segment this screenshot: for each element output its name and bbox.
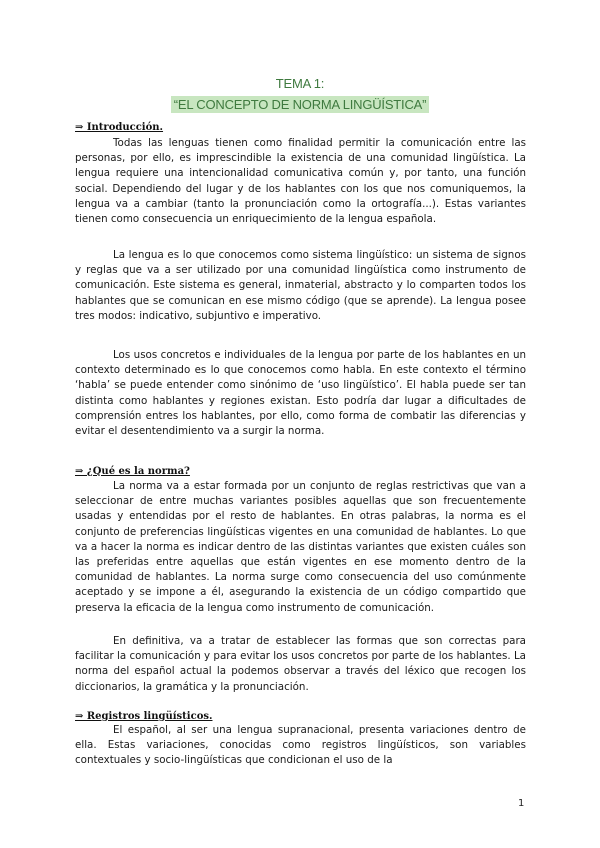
- paragraph-intro-1: Todas las lenguas tienen como finalidad permitir la comunicación entre las personas, por ello, es imprescindible la existencia de una comunidad lingüística. La lengua requiere una intencionalidad comunicativa común y, por tanto, una función social. Dependiendo del lugar y de los hablantes con los que nos comuniquemos, la lengua va a cambiar (tanto la pronunciación como la ortografía...). Estas variantes tienen como consecuencia un enriquecimiento de la lengua española.: [75, 137, 526, 226]
- heading-que-es-la-norma: ⇒ ¿Qué es la norma?: [75, 466, 190, 477]
- paragraph-intro-3: Los usos concretos e individuales de la lengua por parte de los hablantes en un contexto determinado es lo que conocemos como habla. En este contexto el término ‘habla’ se puede entender como sinónimo de ‘uso lingüístico’. El habla puede ser tan distinta como hablantes y regiones existan. Esto podría dar lugar a dificultades de comprensión entres los hablantes, por ello, como forma de combatir las diferencias y evitar el desentendimiento va a surgir la norma.: [75, 349, 526, 438]
- page-number: 1: [518, 798, 525, 809]
- title-highlight: “EL CONCEPTO DE NORMA LINGÜÍSTICA”: [171, 96, 430, 113]
- heading-registros: ⇒ Registros lingüísticos.: [75, 711, 213, 722]
- paragraph-intro-2: La lengua es lo que conocemos como sistema lingüístico: un sistema de signos y reglas que va a ser utilizado por una comunidad lingüística como instrumento de comunicación. Este sistema es general, inmaterial, abstracto y lo comparten todos los hablantes que se comunican en ese mismo código (que se aprende). La lengua posee tres modos: indicativo, subjuntivo e imperativo.: [75, 249, 526, 322]
- paragraph-norma-1: La norma va a estar formada por un conjunto de reglas restrictivas que van a seleccionar de entre muchas variantes posibles aquellas que son frecuentemente usadas y entendidas por el resto de hablantes. En otras palabras, la norma es el conjunto de preferencias lingüísticas vigentes en una comunidad de hablantes. Lo que va a hacer la norma es indicar dentro de las distintas variantes que existen cuáles son las preferidas entre aquellas que están vigentes en ese momento dentro de la comunidad de hablantes. La norma surge como consecuencia del uso comúnmente aceptado y se impone a él, asegurando la existencia de un código compartido que preserva la eficacia de la lengua como instrumento de comunicación.: [75, 480, 526, 614]
- heading-introduccion: ⇒ Introducción.: [75, 122, 164, 133]
- title-line-2: [0, 97, 600, 112]
- paragraph-registros-1: El español, al ser una lengua supranacional, presenta variaciones dentro de ella. Estas variaciones, conocidas como registros lingüísticos, son variables contextuales y socio-lingüísticas que condicionan el uso de la: [75, 724, 526, 767]
- title-line-1: TEMA 1:: [275, 76, 325, 91]
- paragraph-norma-2: En definitiva, va a tratar de establecer las formas que son correctas para facilitar la comunicación y para evitar los usos concretos por parte de los hablantes. La norma del español actual la podemos observar a través del léxico que recogen los diccionarios, la gramática y la pronunciación.: [75, 635, 526, 693]
